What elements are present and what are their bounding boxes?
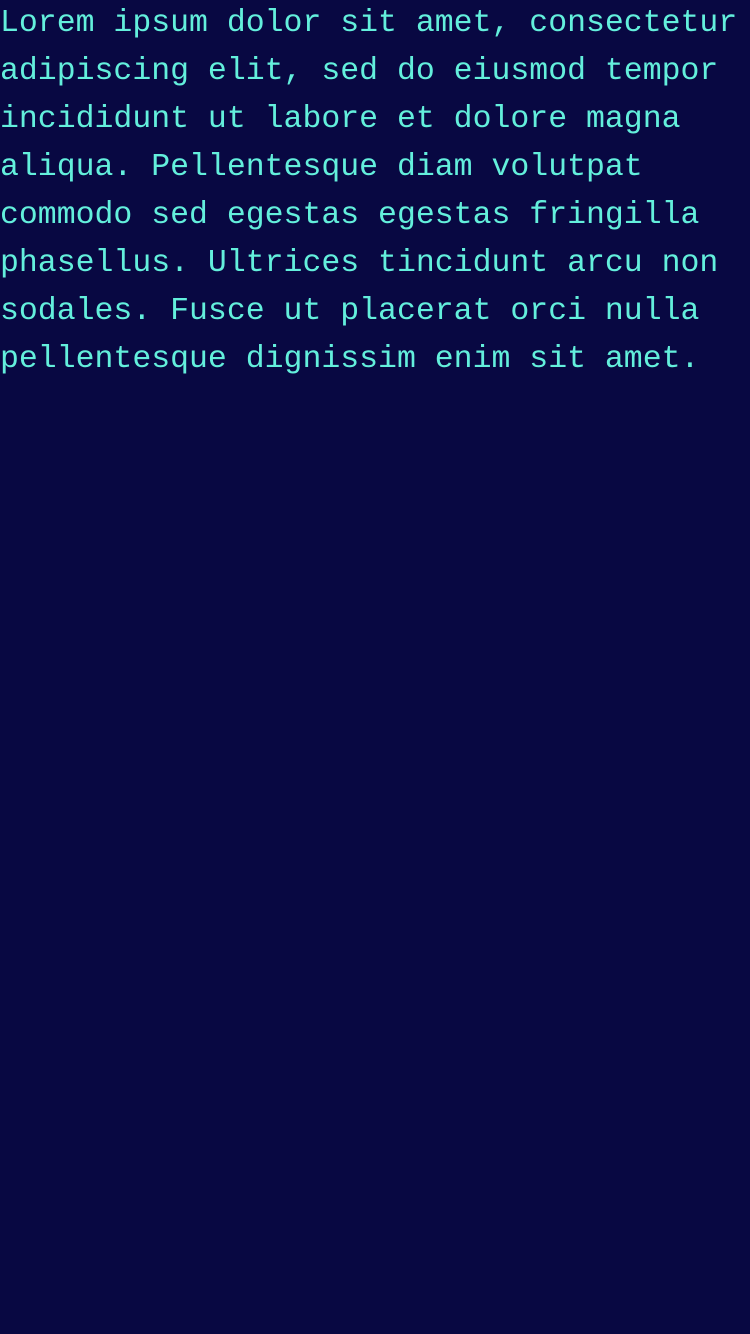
body-paragraph: Lorem ipsum dolor sit amet, consectetur adipiscing elit, sed do eiusmod tempor incididunt ut labore et dolore magna aliqua. Pellentesque diam volutpat commodo sed egestas egestas fringilla phasellus. Ultrices tincidunt arcu non sodales. Fusce ut placerat orci nulla pellentesque dignissim enim sit amet. [0,6,738,377]
